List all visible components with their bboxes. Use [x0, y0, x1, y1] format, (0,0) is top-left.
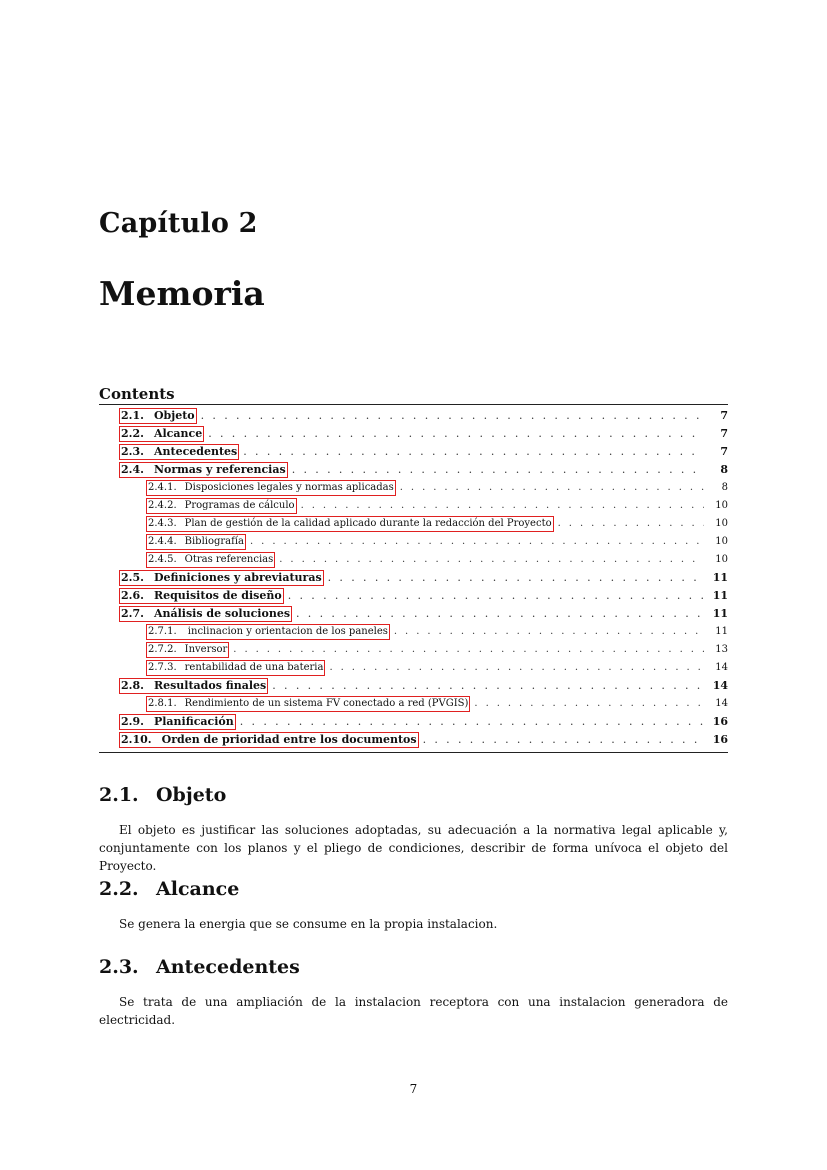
toc-leader-dots — [390, 623, 704, 641]
section-body: El objeto es justificar las soluciones adoptadas, su adecuación a la normativa legal aplicable y, conjuntamente con los planos y el pliego de condiciones, describir de forma unívoca el objeto del Proyecto. — [99, 823, 728, 873]
toc-entry[interactable] — [99, 623, 728, 641]
toc-leader-dots — [284, 587, 704, 605]
section-title: Objeto — [156, 784, 227, 806]
section-body: Se trata de una ampliación de la instalacion receptora con una instalacion generadora de electricidad. — [99, 995, 728, 1027]
toc-leader-dots — [396, 479, 704, 497]
toc-leader-dots — [470, 695, 704, 713]
toc-entry-link[interactable] — [146, 660, 325, 676]
toc-entry-title: Inversor — [184, 644, 228, 655]
toc-entry-title: Orden de prioridad entre los documentos — [161, 733, 417, 746]
toc-leader-dots — [288, 461, 704, 479]
toc-entry[interactable] — [99, 551, 728, 569]
toc-entry-title: Objeto — [153, 409, 195, 422]
toc-entry-link[interactable] — [119, 426, 204, 442]
toc-entry-title: Normas y referencias — [153, 463, 286, 476]
toc-entry-title: Rendimiento de un sistema FV conectado a red (PVGIS) — [184, 698, 469, 709]
toc-entry-title: Antecedentes — [153, 445, 238, 458]
chapter-label: Capítulo 2 — [99, 208, 258, 239]
toc-entry-number: 2.4.5. — [148, 554, 177, 565]
toc-entry[interactable] — [99, 695, 728, 713]
toc-entry-page: 13 — [715, 644, 728, 655]
toc-entry-title: Programas de cálculo — [184, 500, 295, 511]
chapter-title: Memoria — [99, 274, 265, 313]
toc-entry[interactable] — [99, 407, 728, 425]
toc-leader-dots — [554, 515, 704, 533]
section-heading — [99, 783, 728, 807]
toc-entry[interactable] — [99, 677, 728, 695]
toc-entry-title: Disposiciones legales y normas aplicadas — [184, 482, 394, 493]
toc-leader-dots — [204, 425, 704, 443]
toc-leader-dots — [268, 677, 704, 695]
section-objeto — [99, 783, 728, 875]
toc-entry-page: 7 — [720, 445, 728, 458]
page-number: 7 — [409, 1082, 418, 1096]
toc-entry-page: 10 — [715, 518, 728, 529]
section-number: 2.1. — [99, 784, 139, 806]
toc-entry-number: 2.9. — [121, 715, 144, 728]
table-of-contents — [99, 384, 728, 753]
section-antecedentes — [99, 955, 728, 1029]
toc-entry-number: 2.4.2. — [148, 500, 177, 511]
toc-entry-page: 14 — [715, 662, 728, 673]
toc-entry-number: 2.3. — [121, 445, 144, 458]
section-heading — [99, 955, 728, 979]
toc-entry-title: Otras referencias — [184, 554, 274, 565]
toc-entry-link[interactable] — [119, 588, 284, 604]
toc-entry[interactable] — [99, 533, 728, 551]
toc-leader-dots — [419, 731, 704, 749]
toc-entry-number: 2.7.3. — [148, 662, 177, 673]
toc-entry-link[interactable] — [146, 480, 396, 496]
toc-entry-link[interactable] — [119, 732, 419, 748]
toc-leader-dots — [236, 713, 704, 731]
toc-entry-number: 2.7.1. — [148, 626, 177, 637]
toc-entry-title: inclinacion y orientacion de los paneles — [184, 626, 388, 637]
toc-entry-page: 7 — [720, 409, 728, 422]
toc-entry-number: 2.8. — [121, 679, 144, 692]
toc-entry[interactable] — [99, 461, 728, 479]
toc-entry-number: 2.4.3. — [148, 518, 177, 529]
toc-leader-dots — [275, 551, 704, 569]
toc-entry-link[interactable] — [146, 534, 246, 550]
toc-leader-dots — [324, 569, 704, 587]
toc-entry-page: 16 — [712, 715, 728, 728]
toc-entry-link[interactable] — [146, 642, 229, 658]
toc-bottom-rule — [99, 752, 728, 753]
toc-entry-title: Resultados finales — [153, 679, 267, 692]
toc-entry-number: 2.6. — [121, 589, 144, 602]
toc-entry-title: Plan de gestión de la calidad aplicado durante la redacción del Proyecto — [184, 518, 552, 529]
toc-entry-link[interactable] — [119, 408, 197, 424]
section-heading — [99, 877, 728, 901]
toc-entry-link[interactable] — [119, 444, 239, 460]
toc-entry-page: 10 — [715, 500, 728, 511]
section-alcance — [99, 877, 728, 933]
toc-entry-title: Bibliografía — [184, 536, 244, 547]
toc-entry-number: 2.10. — [121, 733, 152, 746]
toc-entry-link[interactable] — [119, 606, 292, 622]
toc-entry[interactable] — [99, 605, 728, 623]
toc-entry-page: 10 — [715, 536, 728, 547]
toc-entry-link[interactable] — [146, 624, 390, 640]
toc-entry-number: 2.4.4. — [148, 536, 177, 547]
toc-leader-dots — [246, 533, 704, 551]
toc-leader-dots — [297, 497, 704, 515]
toc-entry[interactable] — [99, 425, 728, 443]
toc-entry-title: Análisis de soluciones — [153, 607, 291, 620]
toc-entry-page: 11 — [712, 607, 728, 620]
toc-entry-number: 2.5. — [121, 571, 144, 584]
toc-entry-number: 2.2. — [121, 427, 144, 440]
toc-entry-page: 14 — [712, 679, 728, 692]
toc-entry-page: 7 — [720, 427, 728, 440]
toc-entry[interactable] — [99, 443, 728, 461]
toc-entry-title: Definiciones y abreviaturas — [153, 571, 322, 584]
toc-entry-page: 11 — [715, 626, 728, 637]
toc-entry-title: Planificación — [153, 715, 234, 728]
toc-entry-link[interactable] — [146, 696, 470, 712]
toc-entry-number: 2.4.1. — [148, 482, 177, 493]
toc-entry-link[interactable] — [146, 552, 275, 568]
toc-leader-dots — [239, 443, 704, 461]
toc-entry-number: 2.1. — [121, 409, 144, 422]
toc-entry[interactable] — [99, 731, 728, 749]
toc-entry[interactable] — [99, 587, 728, 605]
toc-entry-page: 11 — [712, 571, 728, 584]
toc-entry-page: 8 — [720, 463, 728, 476]
toc-entry[interactable] — [99, 479, 728, 497]
toc-entry-number: 2.7.2. — [148, 644, 177, 655]
toc-entry-number: 2.4. — [121, 463, 144, 476]
toc-entry-page: 8 — [721, 482, 728, 493]
toc-entry-link[interactable] — [146, 498, 297, 514]
toc-entry-link[interactable] — [119, 714, 236, 730]
toc-entry-title: rentabilidad de una bateria — [184, 662, 324, 673]
toc-leader-dots — [292, 605, 704, 623]
section-body: Se genera la energia que se consume en la propia instalacion. — [119, 917, 498, 931]
toc-entry-link[interactable] — [119, 678, 268, 694]
toc-entry-link[interactable] — [119, 570, 324, 586]
toc-entry-number: 2.7. — [121, 607, 144, 620]
toc-entry-page: 11 — [712, 589, 728, 602]
toc-entry-page: 10 — [715, 554, 728, 565]
toc-entry-page: 14 — [715, 698, 728, 709]
toc-entry[interactable] — [99, 713, 728, 731]
toc-leader-dots — [229, 641, 704, 659]
section-number: 2.3. — [99, 956, 139, 978]
toc-leader-dots — [197, 407, 704, 425]
section-title: Antecedentes — [156, 956, 300, 978]
toc-entry[interactable] — [99, 497, 728, 515]
toc-entry-title: Alcance — [153, 427, 203, 440]
toc-list — [99, 405, 728, 752]
section-title: Alcance — [156, 878, 240, 900]
toc-entry-page: 16 — [712, 733, 728, 746]
toc-entry-number: 2.8.1. — [148, 698, 177, 709]
toc-leader-dots — [325, 659, 704, 677]
toc-entry[interactable] — [99, 515, 728, 533]
section-number: 2.2. — [99, 878, 139, 900]
toc-entry[interactable] — [99, 641, 728, 659]
toc-entry-link[interactable] — [146, 516, 554, 532]
toc-heading: Contents — [99, 385, 175, 403]
toc-entry-link[interactable] — [119, 462, 288, 478]
toc-entry-title: Requisitos de diseño — [153, 589, 282, 602]
toc-entry[interactable] — [99, 659, 728, 677]
toc-entry[interactable] — [99, 569, 728, 587]
